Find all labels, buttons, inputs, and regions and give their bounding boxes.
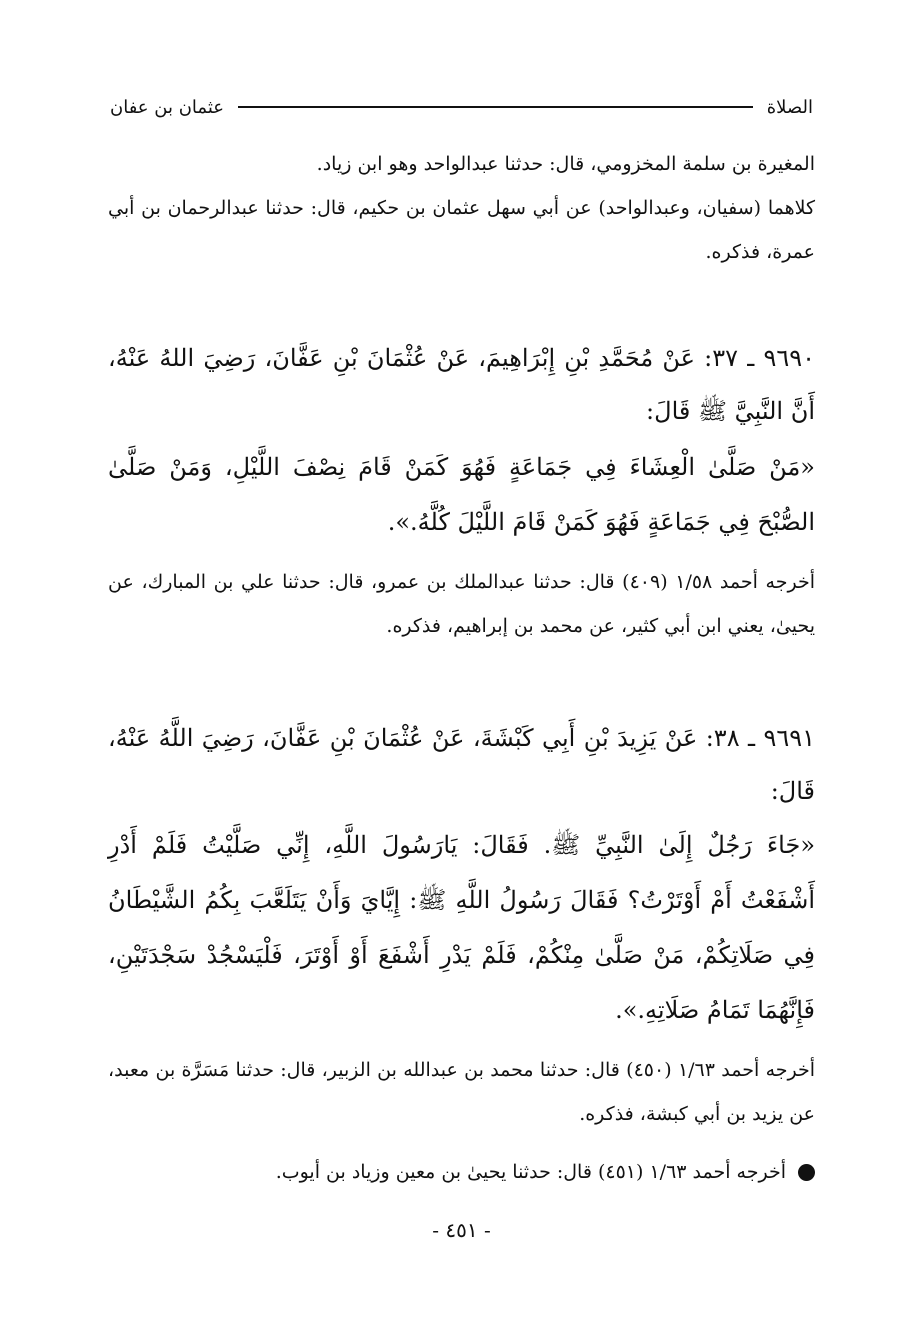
hadith-9691-takhrij xyxy=(108,1048,815,1136)
source-line: المغيرة بن سلمة المخزومي، قال: حدثنا عبدالواحد وهو ابن زياد. xyxy=(316,153,815,175)
hadith-9690-matn xyxy=(108,440,815,550)
header-rule xyxy=(238,106,753,108)
page-number: - ٤٥١ - xyxy=(432,1218,491,1242)
hadith-9691-isnad xyxy=(108,712,815,818)
running-header xyxy=(110,92,813,122)
bullet-note xyxy=(108,1150,815,1194)
hadith-heading: ٩٦٩٠ ـ ٣٧: عَنْ مُحَمَّدِ بْنِ إِبْرَاهِيمَ، عَنْ عُثْمَانَ بْنِ عَفَّانَ، رَضِيَ اللهُ عَنْهُ، أَنَّ النَّبِيَّ ﷺ قَالَ: xyxy=(108,344,815,425)
section-title: عثمان بن عفان xyxy=(110,96,224,118)
hadith-9690-takhrij xyxy=(108,560,815,648)
source-line: كلاهما (سفيان، وعبدالواحد) عن أبي سهل عثمان بن حكيم، قال: حدثنا عبدالرحمان بن أبي عمرة، فذكره. xyxy=(108,197,815,263)
takhrij-text: أخرجه أحمد ١/٥٨ (٤٠٩) قال: حدثنا عبدالملك بن عمرو، قال: حدثنا علي بن المبارك، عن يحيىٰ، يعني ابن أبي كثير، عن محمد بن إبراهيم، فذكره. xyxy=(108,571,815,637)
hadith-9691-matn xyxy=(108,818,815,1038)
hadith-heading: ٩٦٩١ ـ ٣٨: عَنْ يَزِيدَ بْنِ أَبِي كَبْشَةَ، عَنْ عُثْمَانَ بْنِ عَفَّانَ، رَضِيَ اللَّهُ عَنْهُ، قَالَ: xyxy=(108,724,815,805)
bullet-dot-icon xyxy=(798,1164,815,1181)
hadith-text: «جَاءَ رَجُلٌ إِلَىٰ النَّبِيِّ ﷺ. فَقَالَ: يَارَسُولَ اللَّهِ، إِنِّي صَلَّيْتُ فَلَمْ أَدْرِ أَشْفَعْتُ أَمْ أَوْتَرْتُ؟ فَقَالَ رَسُولُ اللَّهِ ﷺ: إِيَّايَ وَأَنْ يَتَلَعَّبَ بِكُمُ الشَّيْطَانُ فِي صَلَاتِكُمْ، مَنْ صَلَّىٰ مِنْكُمْ، فَلَمْ يَدْرِ أَشْفَعَ أَوْ أَوْتَرَ، فَلْيَسْجُدْ سَجْدَتَيْنِ، فَإِنَّهُمَا تَمَامُ صَلَاتِهِ.». xyxy=(108,831,815,1024)
hadith-9690-isnad xyxy=(108,332,815,438)
hadith-text: «مَنْ صَلَّىٰ الْعِشَاءَ فِي جَمَاعَةٍ فَهُوَ كَمَنْ قَامَ نِصْفَ اللَّيْلِ، وَمَنْ صَلَّىٰ الصُّبْحَ فِي جَمَاعَةٍ فَهُوَ كَمَنْ قَامَ اللَّيْلَ كُلَّهُ.». xyxy=(108,453,815,536)
source-continuation xyxy=(108,142,815,274)
hadith-9691-note xyxy=(108,1150,815,1194)
chapter-title: الصلاة xyxy=(766,96,813,118)
takhrij-text: أخرجه أحمد ١/٦٣ (٤٥٠) قال: حدثنا محمد بن عبدالله بن الزبير، قال: حدثنا مَسَرَّة بن معبد، عن يزيد بن أبي كبشة، فذكره. xyxy=(108,1059,816,1125)
note-text: أخرجه أحمد ١/٦٣ (٤٥١) قال: حدثنا يحيىٰ بن معين وزياد بن أيوب. xyxy=(275,1161,786,1183)
